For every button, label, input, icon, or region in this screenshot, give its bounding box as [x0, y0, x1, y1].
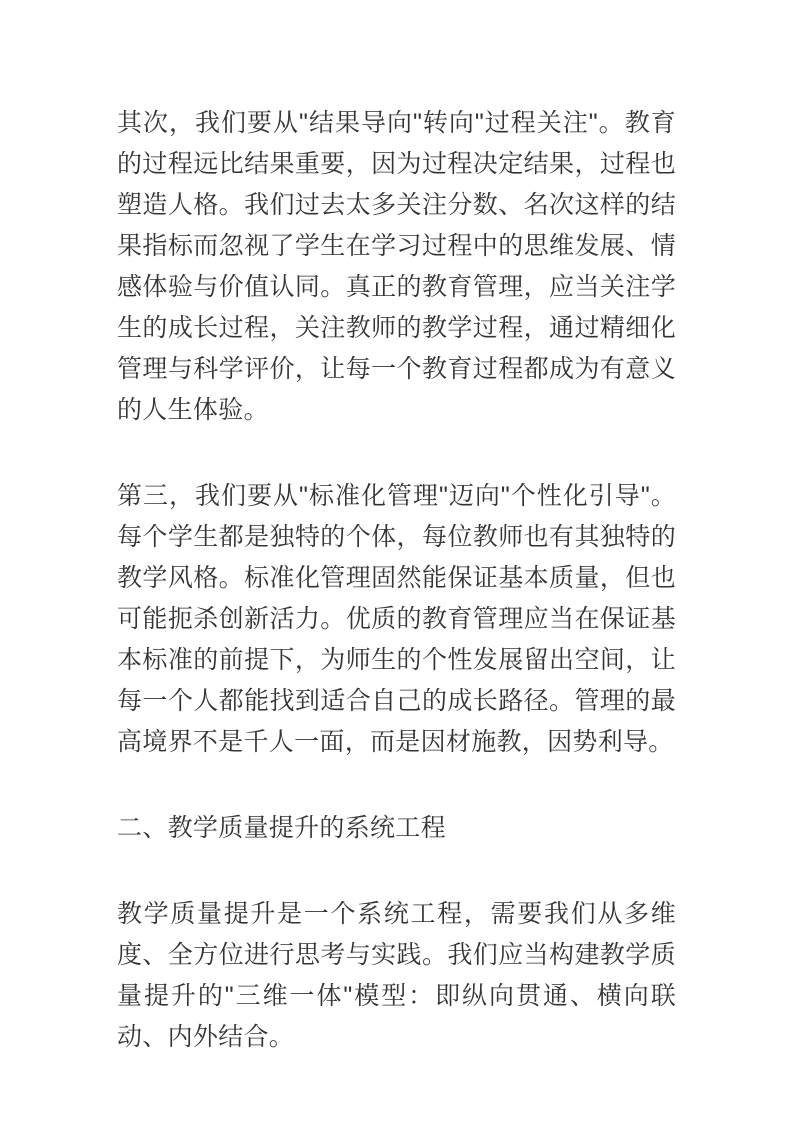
paragraph-teaching-quality-system: 教学质量提升是一个系统工程，需要我们从多维度、全方位进行思考与实践。我们应当构建教学质量提升的"三维一体"模型：即纵向贯通、横向联动、内外结合。	[117, 900, 676, 1051]
paragraph-standardized-to-personalized: 第三，我们要从"标准化管理"迈向"个性化引导"。每个学生都是独特的个体，每位教师也有其独特的教学风格。标准化管理固然能保证基本质量，但也可能扼杀创新活力。优质的教育管理应当在保证基本标准的前提下，为师生的个性发展留出空间，让每一个人都能找到适合自己的成长路径。管理的最高境界不是千人一面，而是因材施教，因势利导。	[117, 482, 676, 756]
section-heading-teaching-quality-project: 二、教学质量提升的系统工程	[117, 814, 446, 842]
paragraph-process-over-results: 其次，我们要从"结果导向"转向"过程关注"。教育的过程远比结果重要，因为过程决定结果，过程也塑造人格。我们过去太多关注分数、名次这样的结果指标而忽视了学生在学习过程中的思维发展、情感体验与价值认同。真正的教育管理，应当关注学生的成长过程，关注教师的教学过程，通过精细化管理与科学评价，让每一个教育过程都成为有意义的人生体验。	[117, 109, 676, 424]
